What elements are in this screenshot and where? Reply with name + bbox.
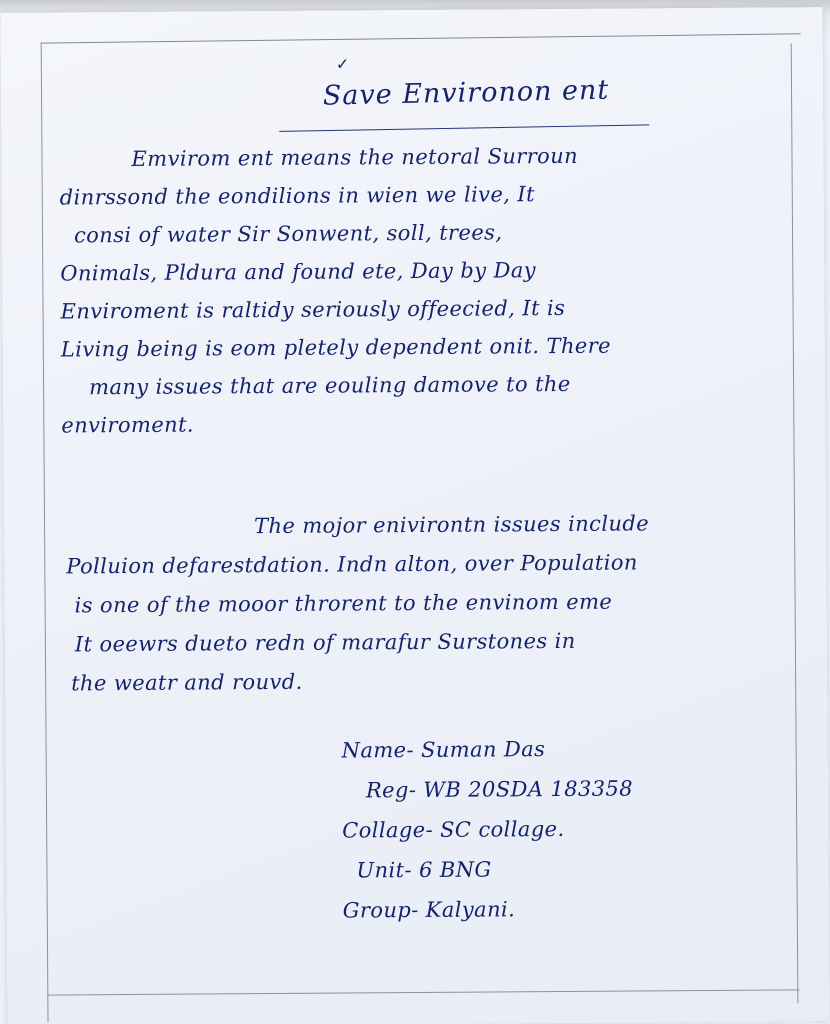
left-margin-line (41, 43, 49, 1023)
right-margin-line (791, 43, 799, 1003)
student-name: Name- Suman Das (341, 737, 546, 763)
paragraph-1-line: Living being is eom pletely dependent onit. There (60, 333, 612, 362)
top-rule-line (41, 33, 801, 43)
tick-mark-icon: ✓ (335, 54, 350, 74)
registration-number: Reg- WB 20SDA 183358 (365, 776, 634, 803)
paragraph-2 (66, 504, 650, 703)
signature-block (341, 728, 633, 930)
paragraph-1-line: dinrssond the eondilions in wien we live, It (59, 182, 536, 210)
paragraph-2-line: is one of the mooor throrent to the envinom eme (74, 589, 613, 618)
unit-name: Unit- 6 BNG (356, 857, 492, 883)
paragraph-2-line: The mojor enivirontn issues include (253, 511, 650, 539)
paragraph-1-line: Emvirom ent means the netoral Surroun (131, 143, 579, 171)
paragraph-1-line: consi of water Sir Sonwent, soll, trees, (73, 220, 503, 248)
paragraph-1-line: enviroment. (61, 412, 195, 438)
paragraph-1 (59, 137, 611, 445)
paragraph-2-line: Polluion defarestdation. Indn alton, over Population (66, 550, 638, 579)
paragraph-2-line: the weatr and rouvd. (71, 669, 303, 696)
notebook-page (0, 7, 829, 1024)
paragraph-1-line: Enviroment is raltidy seriously offeecied, It is (60, 295, 566, 324)
essay-title: Save Environon ent (322, 74, 610, 112)
paragraph-2-line: It oeewrs dueto redn of marafur Surstones in (74, 628, 576, 657)
title-underline (279, 124, 649, 131)
bottom-rule-line (47, 989, 799, 995)
paragraph-1-line: Onimals, Pldura and found ete, Day by Day (60, 258, 537, 286)
group-name: Group- Kalyani. (342, 897, 516, 923)
paragraph-1-line: many issues that are eouling damove to the (89, 371, 571, 400)
college-name: Collage- SC collage. (342, 816, 565, 843)
